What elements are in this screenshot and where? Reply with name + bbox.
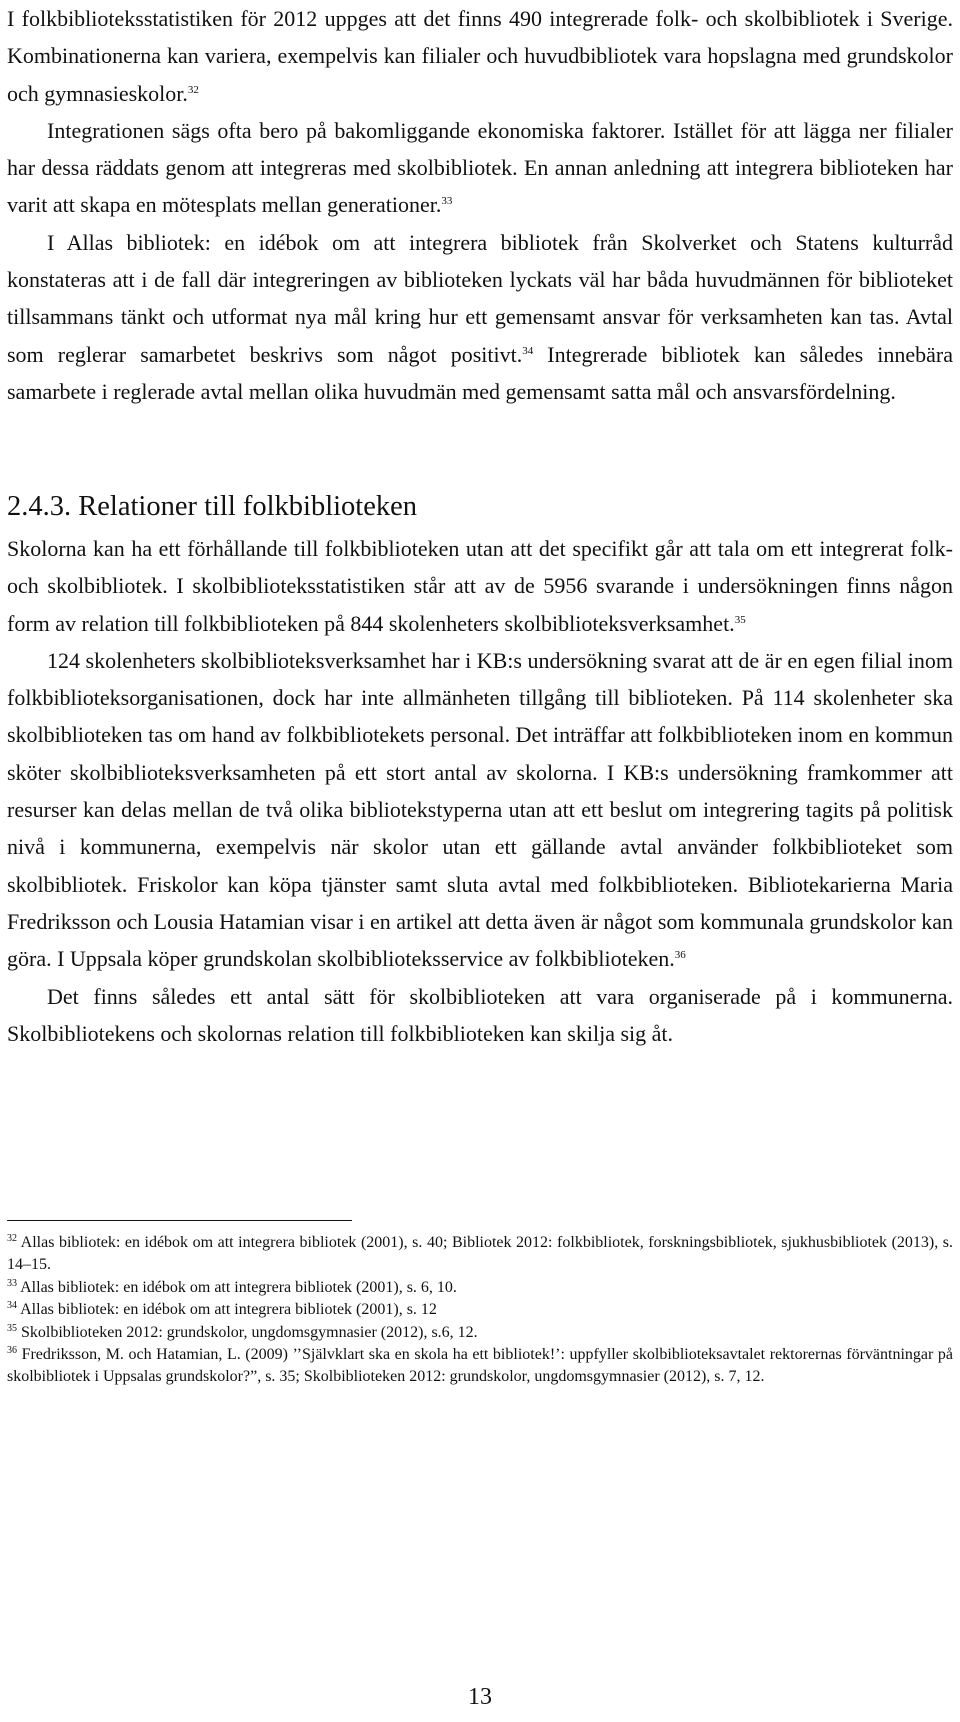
footnote-separator [7,1220,352,1221]
footnotes [7,1232,953,1389]
paragraph: Skolorna kan ha ett förhållande till folkbiblioteken utan att det specifikt går att tala om ett integrerat folk- och skolbibliotek. I skolbiblioteksstatistiken står att av de 5956 svarande i undersökningen finns någon form av relation till folkbiblioteken på 844 skolenheters skolbiblioteksverksamhet.$^{35}$ [7,536,953,636]
footnote: $^{34}$ Allas bibliotek: en idébok om att integrera bibliotek (2001), s. 12 [7,1300,437,1319]
footnote-ref[interactable]: 33 [441,195,453,208]
paragraph: Det finns således ett antal sätt för skolbiblioteken att vara organiserade på i kommunerna. Skolbibliotekens och skolornas relation till folkbiblioteken kan skilja sig åt. [7,983,953,1046]
footnote: $^{35}$ Skolbiblioteken 2012: grundskolor, ungdomsgymnasier (2012), s.6, 12. [7,1322,478,1341]
footnote-ref[interactable]: 35 [734,613,746,626]
footnote-ref[interactable]: 32 [187,83,199,96]
paragraph: Integrationen sägs ofta bero på bakomliggande ekonomiska faktorer. Istället för att lägga ner filialer har dessa räddats genom att integreras med skolbibliotek. En annan anledning att integrera biblioteken har varit att skapa en mötesplats mellan generationer.$^{33}$ [7,117,953,218]
section-2-text [7,530,953,1052]
footnote: $^{32}$ Allas bibliotek: en idébok om att integrera bibliotek (2001), s. 40; Bibliotek 2012: folkbibliotek, forskningsbibliotek, sjukhusbibliotek (2013), s. 14–15. [7,1233,953,1274]
section-heading: 2.4.3. Relationer till folkbiblioteken [7,491,418,522]
footnote: $^{33}$ Allas bibliotek: en idébok om att integrera bibliotek (2001), s. 6, 10. [7,1277,457,1296]
paragraph: I Allas bibliotek: en idébok om att integrera bibliotek från Skolverket och Statens kulturråd konstateras att i de fall där integreringen av biblioteken lyckats väl har båda huvudmännen för biblioteket tillsammans tänkt och utformat nya mål kring hur ett gemensamt ansvar för verksamheten kan tas. Avtal som reglerar samarbetet beskrivs som något positivt.$^{34}$ Integrerade bibliotek kan således innebära samarbete i reglerade avtal mellan olika huvudmän med gemensamt satta mål och ansvarsfördelning. [7,229,954,404]
footnote-number: 35 [7,1322,17,1334]
page-number: 13 [468,1684,492,1710]
footnote: $^{36}$ Fredriksson, M. och Hatamian, L. (2009) ’’Självklart ska en skola ha ett bibliotek!’: uppfyller skolbiblioteksavtalet rektorernas förväntningar på skolbibliotek i Uppsalas grundskolor?”, s. 35; Skolbiblioteken 2012: grundskolor, ungdomsgymnasier (2012), s. 7, 12. [7,1345,953,1386]
section-1-text [7,0,953,410]
footnote-ref[interactable]: 34 [522,344,534,357]
footnote-number: 36 [7,1345,17,1357]
footnote-number: 32 [7,1233,17,1244]
paragraph: 124 skolenheters skolbiblioteksverksamhet har i KB:s undersökning svarat att de är en egen filial inom folkbiblioteksorganisationen, dock har inte allmänheten tillgång till biblioteken. På 114 skolenheter ska skolbiblioteken tas om hand av folkbibliotekets personal. Det inträffar att folkbiblioteken inom en kommun sköter skolbiblioteksverksamheten på ett stort antal av skolorna. I KB:s undersökning framkommer att resurser kan delas mellan de två olika bibliotekstyperna utan att ett beslut om integrering tagits på politisk nivå i kommunerna, exempelvis när skolor utan ett gällande avtal använder folkbiblioteket som skolbibliotek. Friskolor kan köpa tjänster samt sluta avtal med folkbiblioteken. Bibliotekarierna Maria Fredriksson och Lousia Hatamian visar i en artikel att detta även är något som kommunala grundskolor kan göra. I Uppsala köper grundskolan skolbiblioteksservice av folkbiblioteken.$^{36}$ [7,647,953,972]
footnote-number: 34 [7,1300,17,1312]
paragraph: I folkbiblioteksstatistiken för 2012 uppges att det finns 490 integrerade folk- och skolbibliotek i Sverige. Kombinationerna kan variera, exempelvis kan filialer och huvudbibliotek vara hopslagna med grundskolor och gymnasieskolor.$^{32}$ [7,6,953,106]
footnote-number: 33 [7,1277,17,1289]
footnote-ref[interactable]: 36 [674,949,686,962]
